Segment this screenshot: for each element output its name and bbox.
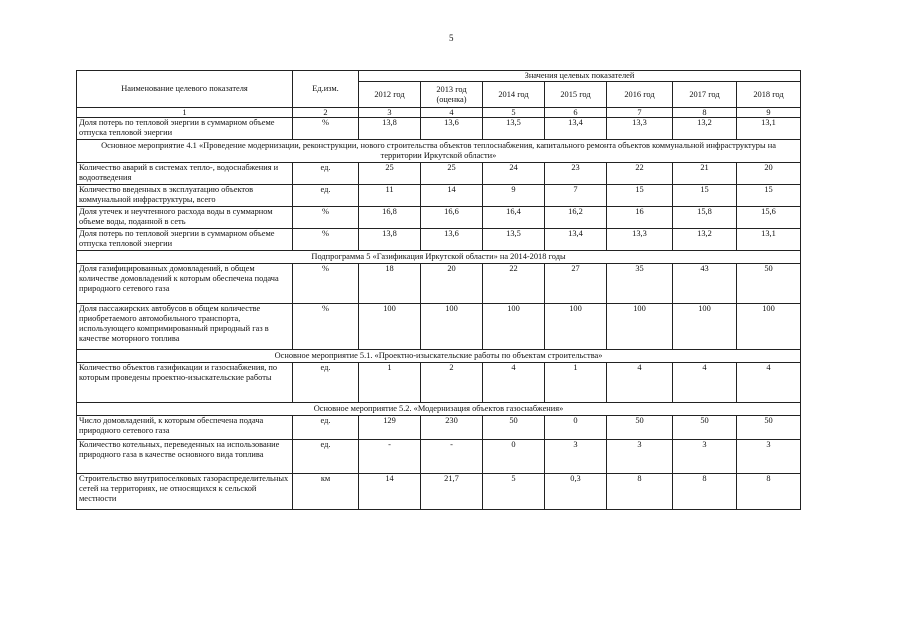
indicator-value: 9 xyxy=(483,185,545,207)
column-number: 4 xyxy=(421,108,483,118)
indicator-unit: % xyxy=(293,207,359,229)
indicator-value: 14 xyxy=(359,474,421,510)
indicator-value: - xyxy=(359,440,421,474)
indicator-value: 100 xyxy=(483,304,545,350)
indicator-value: 100 xyxy=(737,304,801,350)
table-row xyxy=(77,416,801,440)
indicator-value: 20 xyxy=(421,264,483,304)
indicator-value: 0,3 xyxy=(545,474,607,510)
indicator-value: 13,8 xyxy=(359,118,421,140)
column-number: 9 xyxy=(737,108,801,118)
indicator-value: 1 xyxy=(545,363,607,403)
indicator-value: 4 xyxy=(737,363,801,403)
indicator-value: 14 xyxy=(421,185,483,207)
indicator-value: 5 xyxy=(483,474,545,510)
indicator-value: 11 xyxy=(359,185,421,207)
indicator-value: 15 xyxy=(673,185,737,207)
table-row xyxy=(77,118,801,140)
indicator-value: 3 xyxy=(607,440,673,474)
indicator-value: 13,1 xyxy=(737,118,801,140)
indicator-value: - xyxy=(421,440,483,474)
page-number: 5 xyxy=(449,33,454,43)
indicator-value: 100 xyxy=(673,304,737,350)
indicator-value: 13,6 xyxy=(421,229,483,251)
indicator-value: 13,5 xyxy=(483,118,545,140)
indicator-name: Количество аварий в системах тепло-, водоснабжения и водоотведения xyxy=(77,163,293,185)
indicator-value: 13,2 xyxy=(673,118,737,140)
indicator-value: 4 xyxy=(607,363,673,403)
indicator-unit: ед. xyxy=(293,363,359,403)
indicator-unit: % xyxy=(293,229,359,251)
indicator-value: 8 xyxy=(673,474,737,510)
indicator-name: Доля утечек и неучтенного расхода воды в суммарном объеме воды, поданной в сеть xyxy=(77,207,293,229)
header-values-group: Значения целевых показателей xyxy=(359,71,801,82)
indicator-value: 16 xyxy=(607,207,673,229)
table-row xyxy=(77,440,801,474)
section-title: Основное мероприятие 5.2. «Модернизация объектов газоснабжения» xyxy=(77,403,801,416)
indicator-name: Доля газифицированных домовладений, в общем количестве домовладений к которым обеспечена подача природного сетевого газа xyxy=(77,264,293,304)
indicator-value: 15,6 xyxy=(737,207,801,229)
indicator-value: 25 xyxy=(359,163,421,185)
indicator-value: 100 xyxy=(421,304,483,350)
indicator-value: 13,2 xyxy=(673,229,737,251)
section-row xyxy=(77,350,801,363)
section-row xyxy=(77,251,801,264)
target-indicators-table xyxy=(76,70,801,510)
indicator-unit: км xyxy=(293,474,359,510)
indicator-unit: ед. xyxy=(293,163,359,185)
indicator-value: 2 xyxy=(421,363,483,403)
indicator-name: Доля потерь по тепловой энергии в суммарном объеме отпуска тепловой энергии xyxy=(77,229,293,251)
indicator-unit: ед. xyxy=(293,440,359,474)
indicator-value: 15 xyxy=(607,185,673,207)
indicator-value: 16,4 xyxy=(483,207,545,229)
indicator-unit: % xyxy=(293,304,359,350)
column-number: 3 xyxy=(359,108,421,118)
indicator-value: 20 xyxy=(737,163,801,185)
header-year: 2015 год xyxy=(545,82,607,108)
column-number: 8 xyxy=(673,108,737,118)
indicator-value: 35 xyxy=(607,264,673,304)
indicator-name: Количество котельных, переведенных на использование природного газа в качестве основного вида топлива xyxy=(77,440,293,474)
indicator-value: 50 xyxy=(737,264,801,304)
indicator-value: 13,3 xyxy=(607,229,673,251)
indicator-value: 22 xyxy=(483,264,545,304)
indicator-value: 4 xyxy=(483,363,545,403)
indicator-value: 25 xyxy=(421,163,483,185)
indicator-value: 100 xyxy=(545,304,607,350)
indicator-value: 4 xyxy=(673,363,737,403)
section-title: Основное мероприятие 5.1. «Проектно-изыскательские работы по объектам строительства» xyxy=(77,350,801,363)
table-row xyxy=(77,207,801,229)
indicator-value: 16,6 xyxy=(421,207,483,229)
section-title: Основное мероприятие 4.1 «Проведение модернизации, реконструкции, нового строительства объектов теплоснабжения, капитального ремонта объектов коммунальной инфраструктуры на территории Иркутской области» xyxy=(77,140,801,163)
column-number: 1 xyxy=(77,108,293,118)
header-unit: Ед.изм. xyxy=(293,71,359,108)
indicator-name: Строительство внутрипоселковых газораспределительных сетей на территориях, не относящихся к сельской местности xyxy=(77,474,293,510)
indicator-value: 50 xyxy=(607,416,673,440)
column-number: 7 xyxy=(607,108,673,118)
indicator-name: Количество введенных в эксплуатацию объектов коммунальной инфраструктуры, всего xyxy=(77,185,293,207)
section-row xyxy=(77,140,801,163)
table-row xyxy=(77,264,801,304)
indicator-value: 23 xyxy=(545,163,607,185)
indicator-value: 27 xyxy=(545,264,607,304)
indicator-name: Доля потерь по тепловой энергии в суммарном объеме отпуска тепловой энергии xyxy=(77,118,293,140)
indicator-name: Число домовладений, к которым обеспечена подача природного сетевого газа xyxy=(77,416,293,440)
indicator-value: 13,4 xyxy=(545,229,607,251)
indicator-value: 7 xyxy=(545,185,607,207)
indicator-value: 129 xyxy=(359,416,421,440)
table-row xyxy=(77,304,801,350)
indicator-value: 50 xyxy=(673,416,737,440)
table-row xyxy=(77,163,801,185)
indicator-value: 18 xyxy=(359,264,421,304)
indicator-value: 43 xyxy=(673,264,737,304)
column-number: 2 xyxy=(293,108,359,118)
table-row xyxy=(77,474,801,510)
indicator-value: 13,4 xyxy=(545,118,607,140)
section-row xyxy=(77,403,801,416)
indicator-value: 8 xyxy=(607,474,673,510)
indicator-value: 0 xyxy=(483,440,545,474)
indicator-unit: ед. xyxy=(293,416,359,440)
header-year: 2013 год (оценка) xyxy=(421,82,483,108)
header-year: 2012 год xyxy=(359,82,421,108)
indicator-value: 15,8 xyxy=(673,207,737,229)
indicator-name: Количество объектов газификации и газоснабжения, по которым проведены проектно-изыскательские работы xyxy=(77,363,293,403)
header-name: Наименование целевого показателя xyxy=(77,71,293,108)
indicator-value: 13,1 xyxy=(737,229,801,251)
indicator-value: 13,6 xyxy=(421,118,483,140)
indicator-value: 1 xyxy=(359,363,421,403)
indicator-name: Доля пассажирских автобусов в общем количестве приобретаемого автомобильного транспорта, использующего компримированный природный газ в качестве моторного топлива xyxy=(77,304,293,350)
indicator-value: 16,2 xyxy=(545,207,607,229)
indicator-value: 3 xyxy=(545,440,607,474)
indicator-value: 21,7 xyxy=(421,474,483,510)
table-row xyxy=(77,229,801,251)
section-title: Подпрограмма 5 «Газификация Иркутской области» на 2014-2018 годы xyxy=(77,251,801,264)
indicator-unit: % xyxy=(293,118,359,140)
indicator-unit: ед. xyxy=(293,185,359,207)
indicator-value: 3 xyxy=(737,440,801,474)
indicator-value: 100 xyxy=(607,304,673,350)
indicator-value: 24 xyxy=(483,163,545,185)
indicator-value: 100 xyxy=(359,304,421,350)
indicator-value: 22 xyxy=(607,163,673,185)
indicator-value: 21 xyxy=(673,163,737,185)
indicator-value: 8 xyxy=(737,474,801,510)
indicator-value: 13,3 xyxy=(607,118,673,140)
column-number: 5 xyxy=(483,108,545,118)
column-number: 6 xyxy=(545,108,607,118)
header-year: 2016 год xyxy=(607,82,673,108)
indicator-value: 13,5 xyxy=(483,229,545,251)
indicator-value: 230 xyxy=(421,416,483,440)
header-year: 2018 год xyxy=(737,82,801,108)
table-row xyxy=(77,185,801,207)
header-year: 2014 год xyxy=(483,82,545,108)
indicator-unit: % xyxy=(293,264,359,304)
indicator-value: 50 xyxy=(737,416,801,440)
table-row xyxy=(77,363,801,403)
indicator-value: 0 xyxy=(545,416,607,440)
indicator-value: 13,8 xyxy=(359,229,421,251)
indicator-value: 3 xyxy=(673,440,737,474)
indicator-value: 50 xyxy=(483,416,545,440)
indicator-value: 16,8 xyxy=(359,207,421,229)
header-year: 2017 год xyxy=(673,82,737,108)
indicator-value: 15 xyxy=(737,185,801,207)
